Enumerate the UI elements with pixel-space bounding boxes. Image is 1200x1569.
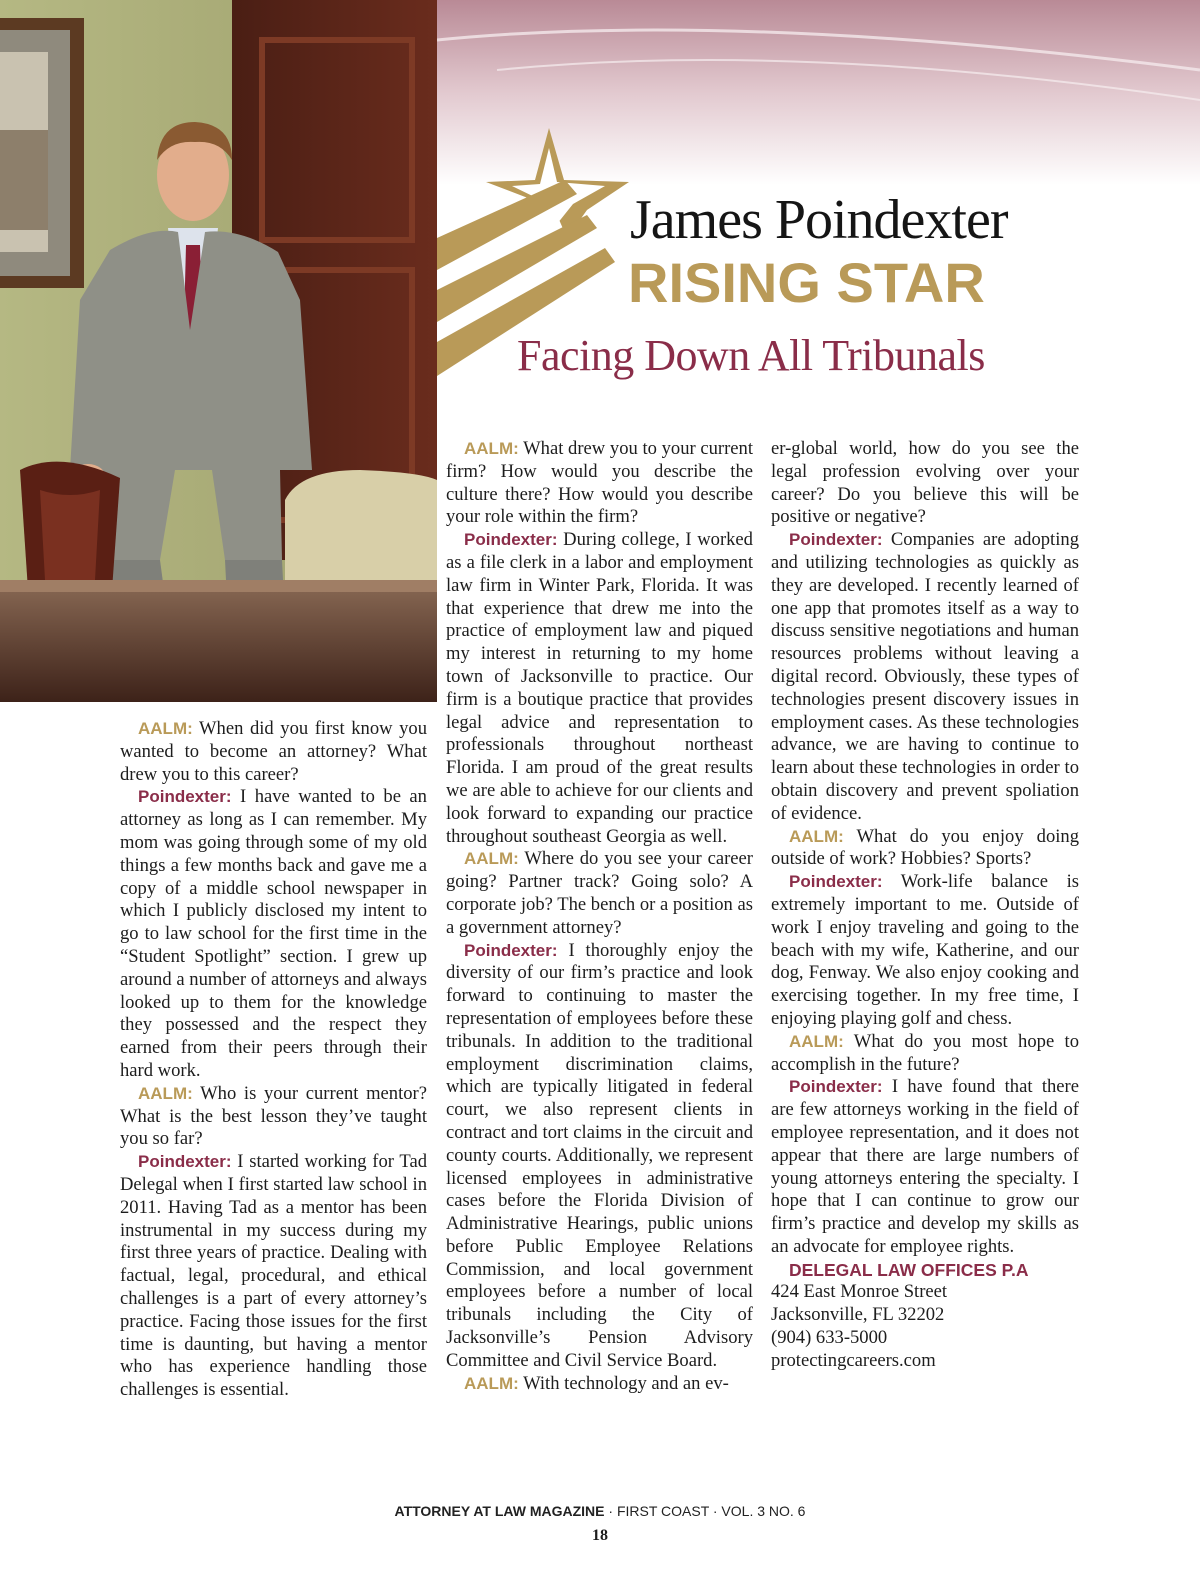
- question-text: With technology and an ev-: [523, 1372, 729, 1394]
- answer: [446, 529, 753, 848]
- answer: [771, 871, 1079, 1031]
- firm-website: protectingcareers.com: [771, 1349, 936, 1371]
- article-column-3: [771, 438, 1079, 1373]
- question-text: Who is your current mentor? What is the best lesson they’ve taught you so far?: [120, 1082, 427, 1150]
- article-column-2: [446, 438, 753, 1395]
- question-text: What do you enjoy doing outside of work? Hobbies? Sports?: [771, 825, 1079, 870]
- answer-text: I thoroughly enjoy the diversity of our firm’s practice and look forward to continuing to master the representation of employees before these tribunals. In addition to the traditional employment discrimination claims, which are typically litigated in federal court, we also represent clients in contract and tort claims in the circuit and county courts. Additionally, we represent licensed employees in administrative cases before the Florida Division of Administrative Hearings, public unions before Public Employee Relations Commission, and local government employees before a number of local tribunals including the City of Jacksonville’s Pension Advisory Committee and Civil Service Board.: [446, 939, 754, 1371]
- aalm-label: AALM:: [138, 1083, 193, 1103]
- poindexter-label: Poindexter:: [464, 530, 558, 550]
- answer-text: During college, I worked as a file clerk in a labor and employment law firm in Winter Park, Florida. It was that experience that drew me into the practice of employment law and piqued my interest in returning to my home town of Jacksonville to practice. Our firm is a boutique practice that provides legal advice and representation to professionals throughout northeast Florida. I am proud of the great results we are able to achieve for our clients and look forward to expanding our practice throughout southeast Georgia as well.: [446, 529, 753, 847]
- poindexter-label: Poindexter:: [789, 872, 883, 892]
- portrait-photo: [0, 0, 437, 702]
- question: [771, 826, 1079, 872]
- question-text: When did you first know you wanted to become an attorney? What drew you to this career?: [120, 718, 428, 785]
- page-number: 18: [592, 1527, 608, 1544]
- magazine-edition: · FIRST COAST · VOL. 3 NO. 6: [604, 1503, 806, 1519]
- answer-text: Companies are adopting and utilizing technologies as quickly as they are developed. I recently learned of one app that promotes itself as a way to discuss sensitive negotiations and human resources problems without leaving a digital record. Obviously, these types of technologies present discovery issues in employment cases. As these technologies advance, we are having to continue to learn about these technologies in order to obtain discovery and prevent spoliation of evidence.: [771, 529, 1079, 824]
- person-name: James Poindexter: [630, 189, 1008, 251]
- question: [120, 1083, 427, 1151]
- answer-text: I started working for Tad Delegal when I first started law school in 2011. Having Tad as a mentor has been instrumental in my success during my first three years of practice. Dealing with factual, legal, procedural, and ethical challenges is a part of every attorney’s practice. Facing those issues for the first time is daunting, but having a mentor who has experience handling those challenges is essential.: [120, 1151, 427, 1401]
- aalm-label: AALM:: [464, 439, 519, 458]
- firm-name: DELEGAL LAW OFFICES P.A: [789, 1259, 1029, 1280]
- firm-phone: (904) 633-5000: [771, 1327, 888, 1349]
- article-column-1: [120, 718, 427, 1402]
- firm-city: Jacksonville, FL 32202: [771, 1304, 945, 1326]
- aalm-label: AALM:: [464, 849, 519, 869]
- answer-text: I have found that there are few attorneys working in the field of employee representation, and it does not appear that there are large numbers of young attorneys entering the specialty. I hope that I can continue to grow our firm’s practice and develop my skills as an advocate for employee rights.: [771, 1076, 1079, 1257]
- question-text: What drew you to your current firm? How would you describe the culture there? How would you describe your role within the firm?: [446, 438, 754, 528]
- poindexter-label: Poindexter:: [789, 1077, 883, 1097]
- question-text: Where do you see your career going? Partner track? Going solo? A corporate job? The bench or a position as a government attorney?: [446, 848, 754, 938]
- question: [771, 1031, 1079, 1077]
- question: [446, 1373, 753, 1396]
- rising-star-heading: RISING STAR: [628, 251, 985, 314]
- answer-text: I have wanted to be an attorney as long as I can remember. My mom was going through some of my old things a few months back and gave me a copy of a middle school newspaper in which I publicly disclosed my intent to go to law school for the first time in the “Student Spotlight” section. I grew up around a number of attorneys and always looked up to them for the knowledge they possessed and the respect they earned from their peers through their hard work.: [120, 786, 427, 1081]
- answer-text: Work-life balance is extremely important to me. Outside of work I enjoy traveling and going to the beach with my wife, Katherine, and our dog, Fenway. We also enjoy cooking and exercising together. In my free time, I enjoying playing golf and chess.: [771, 871, 1079, 1029]
- answer: [771, 529, 1079, 825]
- poindexter-label: Poindexter:: [138, 787, 232, 807]
- magazine-title: ATTORNEY AT LAW MAGAZINE: [394, 1503, 605, 1519]
- answer: [120, 786, 427, 1082]
- magazine-footer: [0, 1503, 1200, 1519]
- firm-street: 424 East Monroe Street: [771, 1281, 948, 1303]
- question: [120, 718, 427, 786]
- aalm-label: AALM:: [789, 1031, 844, 1051]
- poindexter-label: Poindexter:: [789, 530, 883, 550]
- portrait-illustration: [0, 0, 437, 702]
- aalm-label: AALM:: [789, 826, 844, 846]
- poindexter-label: Poindexter:: [138, 1152, 232, 1172]
- question-continued: [771, 438, 1079, 529]
- aalm-label: AALM:: [464, 1373, 519, 1393]
- question: [446, 438, 753, 529]
- question: [446, 848, 753, 939]
- aalm-label: AALM:: [138, 719, 193, 738]
- article-subtitle: Facing Down All Tribunals: [517, 331, 985, 380]
- answer: [771, 1076, 1079, 1258]
- answer: [120, 1151, 427, 1402]
- question-text: What do you most hope to accomplish in the future?: [771, 1030, 1080, 1075]
- poindexter-label: Poindexter:: [464, 940, 558, 960]
- answer: [446, 940, 753, 1373]
- question-text: er-global world, how do you see the legal profession evolving over your career? Do you believe this will be positive or negative?: [771, 438, 1079, 528]
